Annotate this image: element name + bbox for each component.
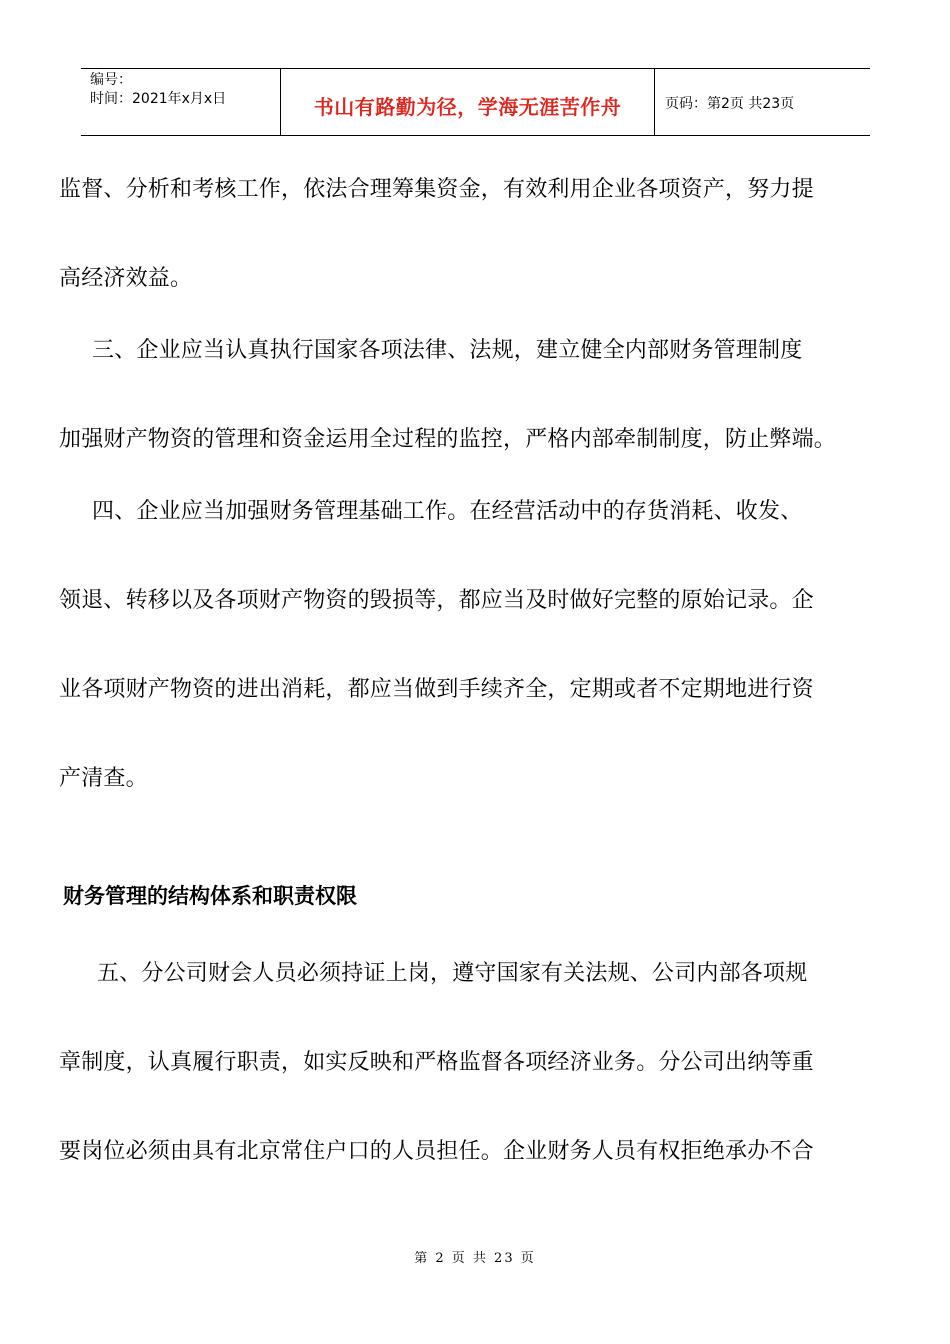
header-page-info: 页码：第2页 共23页 xyxy=(665,96,795,112)
header-page-cell xyxy=(655,69,870,135)
paragraph-line: 章制度，认真履行职责，如实反映和严格监督各项经济业务。分公司出纳等重 xyxy=(59,1050,814,1075)
section-heading: 财务管理的结构体系和职责权限 xyxy=(63,884,357,908)
paragraph-line: 领退、转移以及各项财产物资的毁损等，都应当及时做好完整的原始记录。企 xyxy=(59,588,814,613)
paragraph-line: 监督、分析和考核工作，依法合理筹集资金，有效利用企业各项资产，努力提 xyxy=(59,177,814,202)
paragraph-line: 高经济效益。 xyxy=(59,266,193,291)
page-footer: 第 2 页 共 23 页 xyxy=(414,1251,536,1266)
paragraph-line: 业各项财产物资的进出消耗，都应当做到手续齐全，定期或者不定期地进行资 xyxy=(59,677,814,702)
document-time: 时间：2021年x月x日 xyxy=(90,91,227,107)
page-header xyxy=(81,68,870,136)
header-motto-cell xyxy=(281,69,655,135)
paragraph-line: 产清查。 xyxy=(59,766,148,791)
paragraph-line: 三、企业应当认真执行国家各项法律、法规，建立健全内部财务管理制度 xyxy=(92,338,803,363)
header-meta xyxy=(81,69,281,135)
paragraph-line: 五、分公司财会人员必须持证上岗，遵守国家有关法规、公司内部各项规 xyxy=(97,961,808,986)
document-number: 编号： xyxy=(90,72,132,88)
header-motto: 书山有路勤为径，学海无涯苦作舟 xyxy=(313,94,622,119)
paragraph-line: 要岗位必须由具有北京常住户口的人员担任。企业财务人员有权拒绝承办不合 xyxy=(59,1139,814,1164)
paragraph-line: 四、企业应当加强财务管理基础工作。在经营活动中的存货消耗、收发、 xyxy=(92,499,803,524)
paragraph-line: 加强财产物资的管理和资金运用全过程的监控，严格内部牵制制度，防止弊端。 xyxy=(59,427,837,452)
